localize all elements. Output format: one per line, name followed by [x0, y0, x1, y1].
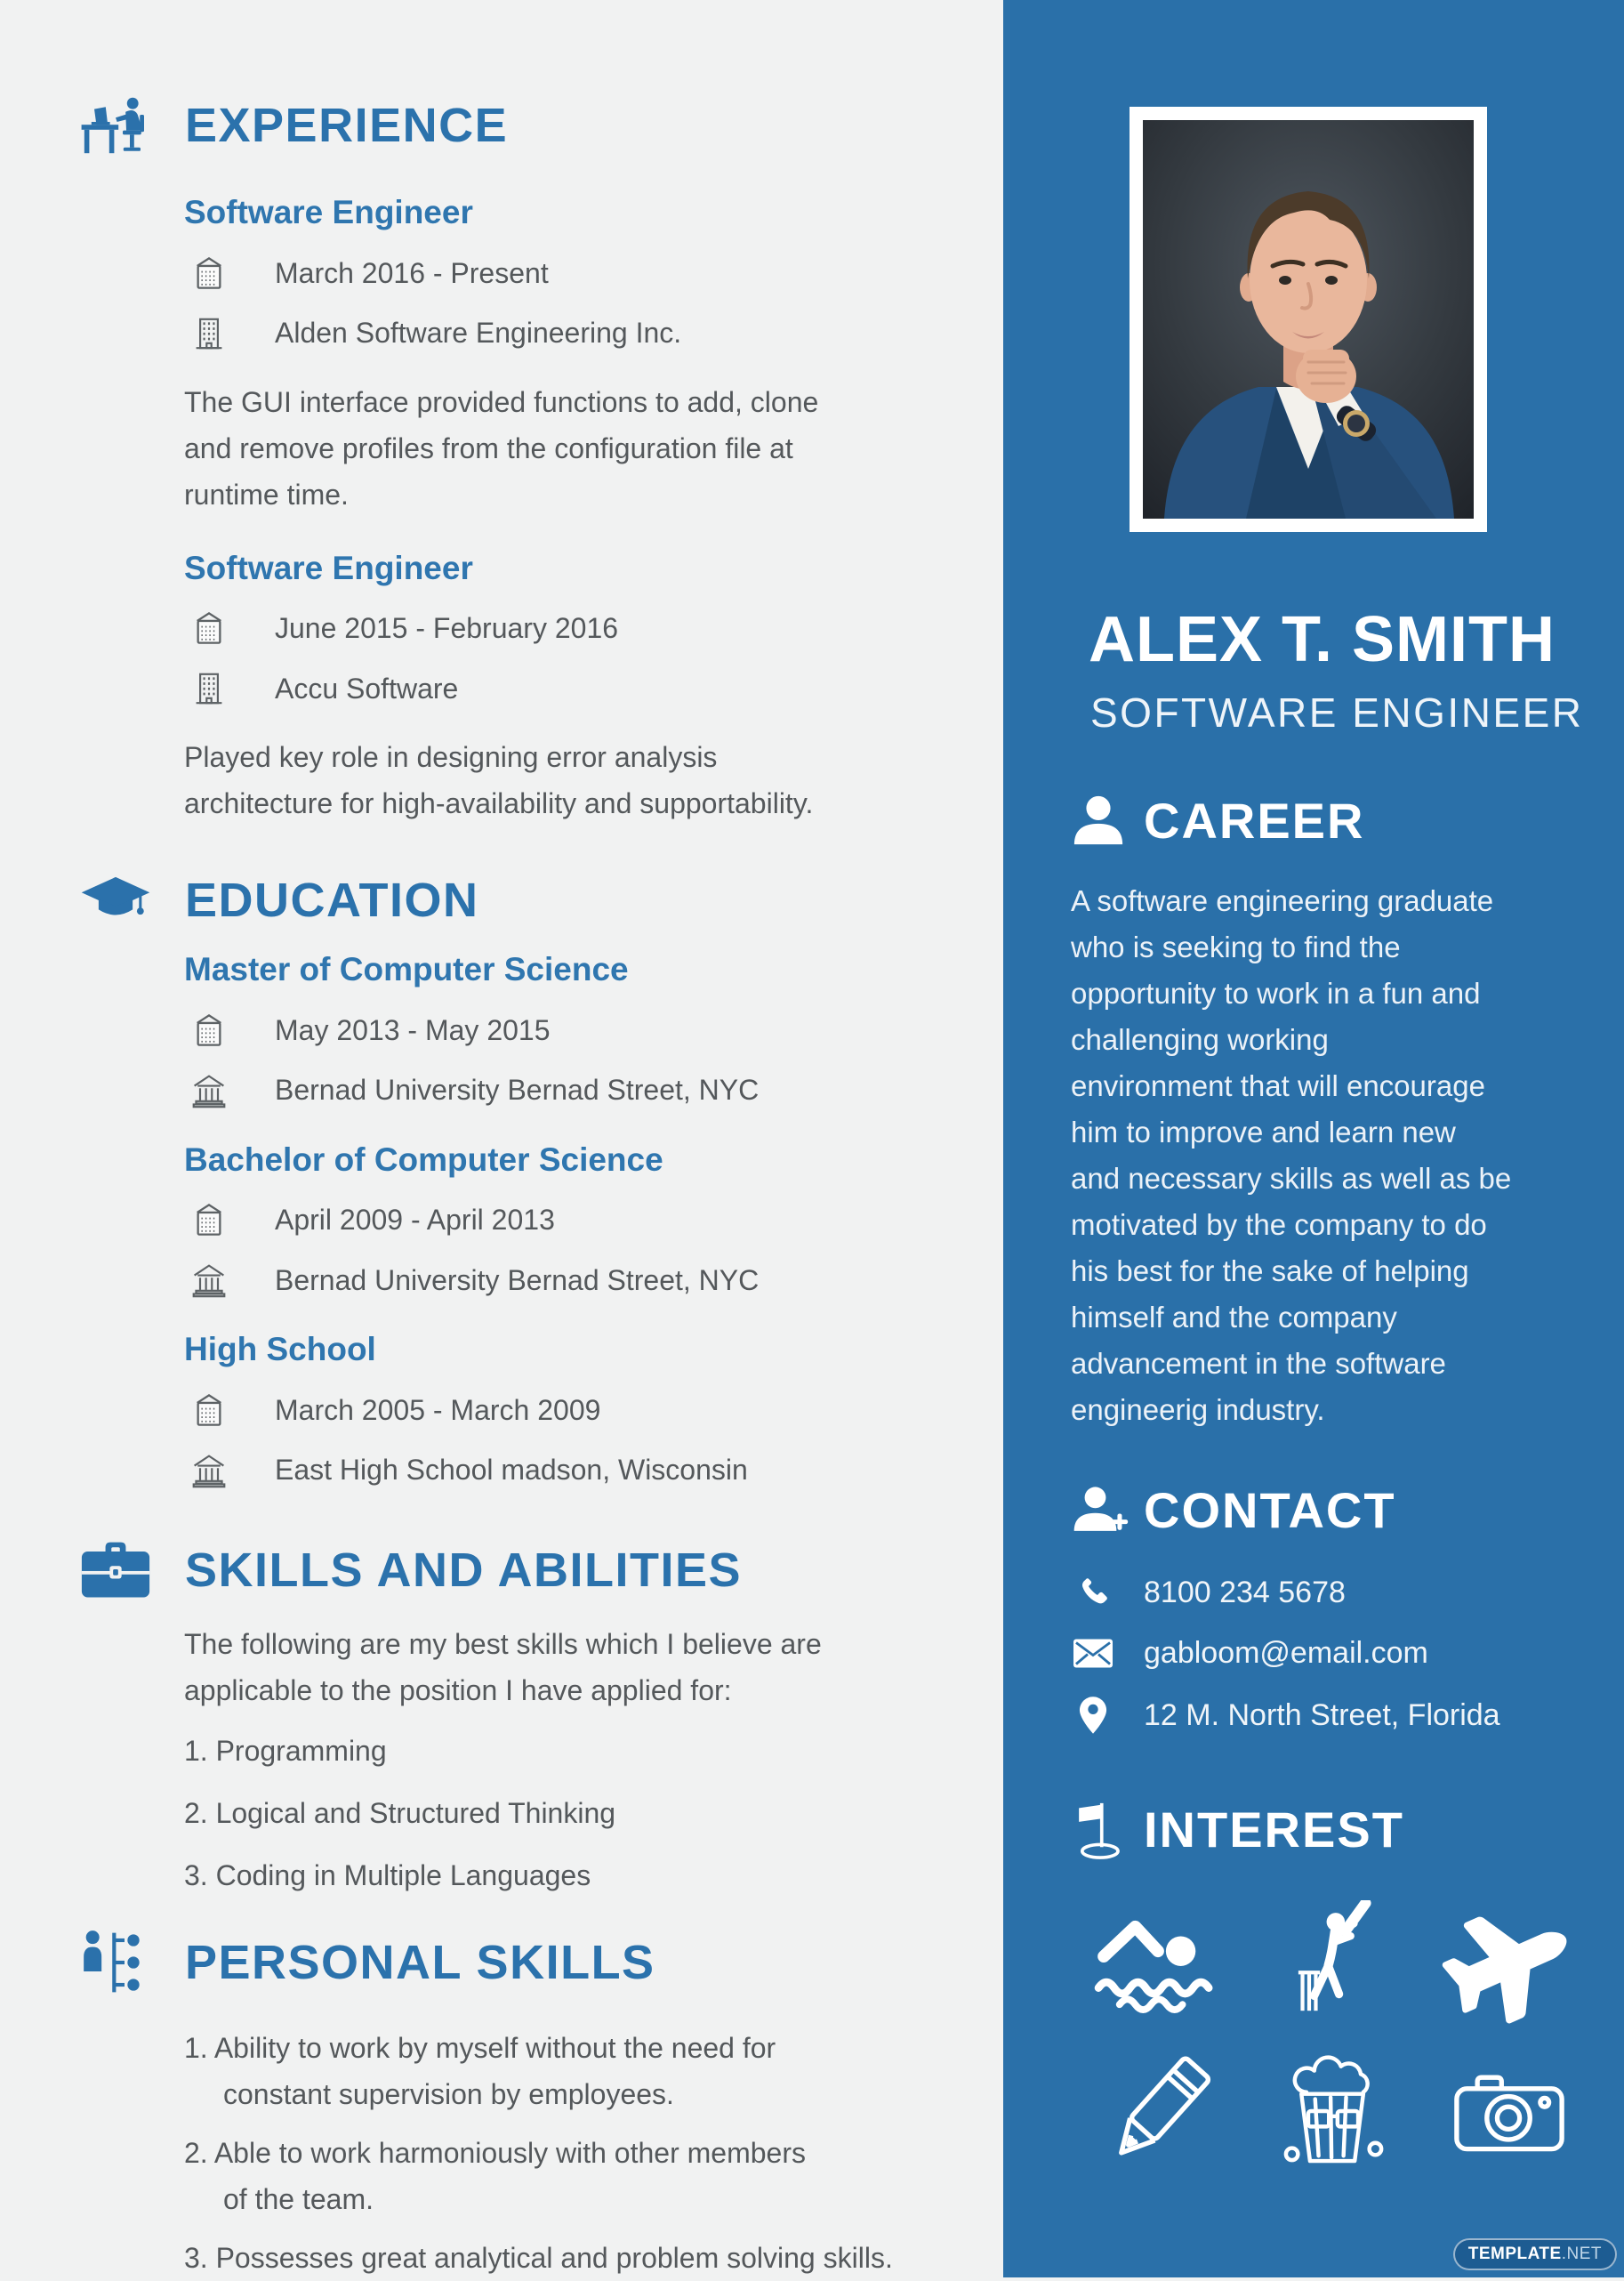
job-title: Software Engineer — [184, 549, 473, 586]
degree-date-row — [184, 1392, 968, 1429]
degree-school-row — [184, 1261, 968, 1299]
job-title: Software Engineer — [184, 194, 473, 230]
personal-skills-heading: PERSONAL SKILLS — [185, 1935, 655, 1989]
watermark-light: .NET — [1561, 2245, 1602, 2263]
career-summary: A software engineering graduate who is seeking to find the opportunity to work in a fun and challenging working environment that will encourage him to improve and learn new and necessary skills as well as be motivated by the company to do his best for the sake of helping himself and the company advancement in the software engineerig industry. — [1071, 884, 1512, 1427]
briefcase-icon — [80, 1539, 151, 1601]
profile-photo — [1130, 107, 1487, 532]
degree-title: High School — [184, 1331, 376, 1368]
street-address: 12 M. North Street, Florida — [1144, 1697, 1500, 1732]
education-heading: EDUCATION — [185, 874, 479, 928]
degree-school: East High School madson, Wisconsin — [275, 1454, 748, 1487]
education-section-header — [80, 871, 968, 930]
person-icon — [1071, 794, 1144, 847]
graduation-cap-icon — [80, 871, 151, 930]
career-heading: CAREER — [1144, 792, 1365, 849]
calendar-icon — [189, 1012, 229, 1049]
contact-heading: CONTACT — [1144, 1482, 1396, 1539]
personal-skills-section-header — [80, 1925, 968, 2000]
job-description: Played key role in designing error analysis architecture for high-availability and supportability. — [184, 741, 814, 820]
experience-heading: EXPERIENCE — [185, 99, 509, 152]
degree-school-row — [184, 1072, 968, 1109]
location-pin-icon — [1071, 1696, 1115, 1735]
camera-icon — [1422, 2044, 1597, 2178]
degree-title: Bachelor of Computer Science — [184, 1140, 663, 1178]
personal-skill-item: 2. Able to work harmoniously with other members of the team. — [184, 2136, 806, 2215]
email-row — [1071, 1636, 1597, 1671]
degree-date-row — [184, 1012, 968, 1049]
degree-title: Master of Computer Science — [184, 951, 629, 988]
interest-icons-row-1 — [1071, 1897, 1597, 2030]
university-icon — [189, 1072, 229, 1109]
degree-school-row — [184, 1452, 968, 1489]
phone-row — [1071, 1574, 1597, 1611]
experience-section-header — [80, 89, 968, 162]
job-description: The GUI interface provided functions to add, clone and remove profiles from the configuration file at runtime time. — [184, 385, 819, 511]
pencil-icon — [1071, 2044, 1246, 2178]
phone-number: 8100 234 5678 — [1144, 1575, 1346, 1609]
calendar-icon — [189, 1202, 229, 1238]
email-address: gabloom@email.com — [1144, 1636, 1428, 1671]
candidate-role: SOFTWARE ENGINEER — [1090, 689, 1584, 736]
degree-date: May 2013 - May 2015 — [275, 1013, 551, 1046]
career-section-header — [1071, 794, 1597, 849]
golf-flag-icon — [1071, 1799, 1144, 1861]
popcorn-movies-icon — [1246, 2044, 1421, 2178]
watermark-bold: TEMPLATE — [1467, 2245, 1562, 2263]
job-company-row — [184, 670, 968, 707]
phone-icon — [1071, 1574, 1115, 1611]
skills-heading: SKILLS AND ABILITIES — [185, 1543, 743, 1597]
job-date-row — [184, 610, 968, 647]
skill-item: 3. Coding in Multiple Languages — [184, 1858, 591, 1891]
calendar-icon — [189, 255, 229, 292]
personal-skill-item: 1. Ability to work by myself without the need for constant supervision by employees. — [184, 2031, 776, 2110]
company-building-icon — [189, 670, 229, 707]
template-net-watermark[interactable] — [1453, 2238, 1617, 2270]
degree-school: Bernad University Bernad Street, NYC — [275, 1074, 760, 1107]
personal-skill-item: 3. Possesses great analytical and problem solving skills. — [184, 2241, 893, 2274]
airplane-icon — [1422, 1897, 1597, 2030]
degree-school: Bernad University Bernad Street, NYC — [275, 1263, 760, 1296]
job-date-row — [184, 255, 968, 292]
job-date: June 2015 - February 2016 — [275, 612, 619, 645]
degree-date: March 2005 - March 2009 — [275, 1393, 601, 1426]
skills-section-header — [80, 1539, 968, 1601]
address-row — [1071, 1696, 1597, 1735]
contact-section-header — [1071, 1483, 1597, 1538]
calendar-icon — [189, 610, 229, 647]
skills-intro: The following are my best skills which I believe are applicable to the position I have applied for: — [184, 1627, 822, 1706]
cricket-icon — [1246, 1897, 1421, 2030]
person-skill-list-icon — [80, 1925, 151, 2000]
skill-item: 1. Programming — [184, 1734, 387, 1767]
workstation-icon — [80, 89, 151, 162]
skill-item: 2. Logical and Structured Thinking — [184, 1796, 616, 1829]
job-date: March 2016 - Present — [275, 256, 549, 289]
interest-icons-row-2 — [1071, 2044, 1597, 2178]
profile-sidebar — [1003, 0, 1624, 2277]
interest-heading: INTEREST — [1144, 1801, 1404, 1858]
interest-section-header — [1071, 1799, 1597, 1861]
job-company: Accu Software — [275, 672, 459, 705]
swimming-icon — [1071, 1897, 1246, 2030]
calendar-icon — [189, 1392, 229, 1429]
university-icon — [189, 1261, 229, 1299]
degree-date-row — [184, 1202, 968, 1238]
university-icon — [189, 1452, 229, 1489]
person-plus-icon — [1071, 1483, 1144, 1538]
degree-date: April 2009 - April 2013 — [275, 1204, 555, 1237]
email-icon — [1071, 1638, 1115, 1669]
company-building-icon — [189, 315, 229, 352]
candidate-name: ALEX T. SMITH — [1089, 604, 1556, 675]
job-company-row — [184, 315, 968, 352]
job-company: Alden Software Engineering Inc. — [275, 317, 682, 350]
